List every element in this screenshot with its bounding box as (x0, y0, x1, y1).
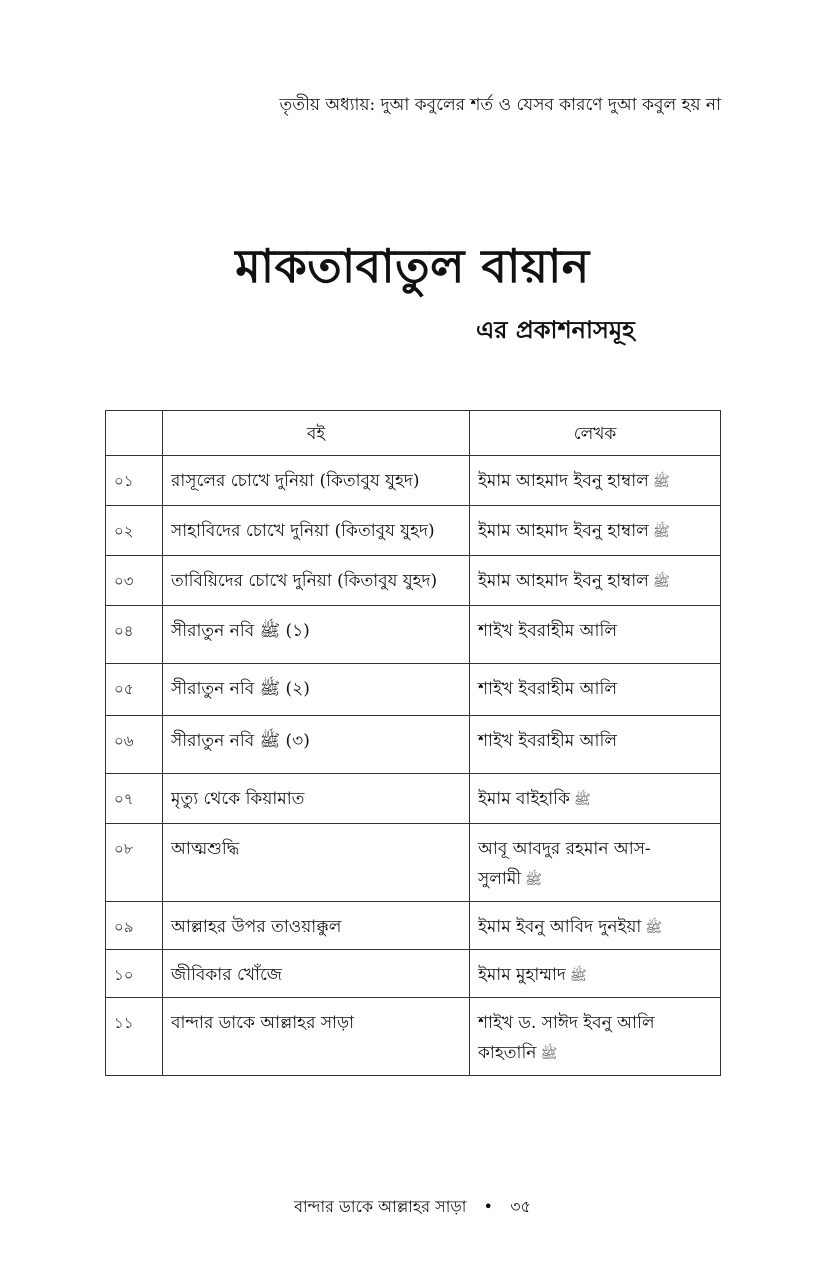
author-cell (470, 606, 721, 664)
honorific-glyph: ﷺ (525, 872, 543, 888)
page-footer (0, 1194, 825, 1221)
honorific-glyph: ﷺ (652, 524, 670, 540)
author-name: শাইখ ইবরাহীম আলি (478, 679, 617, 699)
book-title-cell: আত্মশুদ্ধি (163, 824, 470, 902)
table-row (106, 902, 721, 950)
table-row (106, 456, 721, 506)
author-name: ইমাম আহমাদ ইবনু হাম্বাল (478, 471, 649, 491)
author-name: ইমাম আহমাদ ইবনু হাম্বাল (478, 521, 649, 541)
table-row (106, 950, 721, 998)
honorific-glyph: ﷺ (652, 574, 670, 590)
publications-table (105, 410, 721, 1076)
author-cell (470, 506, 721, 556)
honorific-glyph: ﷺ (540, 1046, 558, 1062)
book-title-cell: সীরাতুন নবি ﷺ (১) (163, 606, 470, 664)
author-name: ইমাম মুহাম্মাদ (478, 965, 566, 985)
table-row (106, 716, 721, 774)
row-number: ০২ (106, 506, 163, 556)
footer-book-title: বান্দার ডাকে আল্লাহর সাড়া (294, 1197, 467, 1216)
book-title-cell: বান্দার ডাকে আল্লাহর সাড়া (163, 998, 470, 1076)
row-number: ০৬ (106, 716, 163, 774)
footer-separator: • (483, 1197, 493, 1216)
author-name: শাইখ ইবরাহীম আলি (478, 731, 617, 751)
book-title-cell: জীবিকার খোঁজে (163, 950, 470, 998)
table-header-row (106, 411, 721, 456)
author-cell (470, 998, 721, 1076)
author-name: শাইখ ইবরাহীম আলি (478, 621, 617, 641)
author-cell (470, 902, 721, 950)
author-cell (470, 664, 721, 716)
honorific-glyph: ﷺ (573, 792, 591, 808)
row-number: ০৭ (106, 774, 163, 824)
book-title-cell: মৃত্যু থেকে কিয়ামাত (163, 774, 470, 824)
table-row (106, 998, 721, 1076)
book-title-cell: সীরাতুন নবি ﷺ (২) (163, 664, 470, 716)
honorific-glyph: ﷺ (569, 968, 587, 984)
author-cell (470, 824, 721, 902)
header-book: বই (163, 411, 470, 456)
book-title-cell: আল্লাহর উপর তাওয়াক্কুল (163, 902, 470, 950)
table-row (106, 506, 721, 556)
row-number: ০৯ (106, 902, 163, 950)
table-row (106, 606, 721, 664)
row-number: ১১ (106, 998, 163, 1076)
honorific-glyph: ﷺ (645, 920, 663, 936)
header-number (106, 411, 163, 456)
table-row (106, 664, 721, 716)
page-title: মাকতাবাতুল বায়ান (235, 239, 590, 293)
row-number: ০৩ (106, 556, 163, 606)
author-name: ইমাম বাইহাকি (478, 789, 570, 809)
author-cell (470, 774, 721, 824)
table-body (106, 456, 721, 1076)
author-cell (470, 556, 721, 606)
header-author: লেখক (470, 411, 721, 456)
author-cell (470, 456, 721, 506)
page-subtitle: এর প্রকাশনাসমূহ (476, 316, 635, 344)
author-name: আবূ আবদুর রহমান আস-সুলামী (478, 839, 651, 889)
author-cell (470, 950, 721, 998)
row-number: ০৪ (106, 606, 163, 664)
book-title-cell: রাসূলের চোখে দুনিয়া (কিতাবুয যুহদ) (163, 456, 470, 506)
table-row (106, 824, 721, 902)
book-title-cell: তাবিয়িদের চোখে দুনিয়া (কিতাবুয যুহদ) (163, 556, 470, 606)
author-name: ইমাম ইবনু আবিদ দুনইয়া (478, 917, 642, 937)
row-number: ০৫ (106, 664, 163, 716)
author-cell (470, 716, 721, 774)
row-number: ০৮ (106, 824, 163, 902)
book-title-cell: সাহাবিদের চোখে দুনিয়া (কিতাবুয যুহদ) (163, 506, 470, 556)
author-name: ইমাম আহমাদ ইবনু হাম্বাল (478, 571, 649, 591)
footer-page-number: ৩৫ (510, 1197, 531, 1216)
running-header: তৃতীয় অধ্যায়: দুআ কবুলের শর্ত ও যেসব কারণে দুআ কবুল হয় না (279, 95, 721, 115)
row-number: ০১ (106, 456, 163, 506)
author-name: শাইখ ড. সাঈদ ইবনু আলি কাহতানি (478, 1013, 655, 1063)
table-row (106, 556, 721, 606)
honorific-glyph: ﷺ (652, 474, 670, 490)
book-title-cell: সীরাতুন নবি ﷺ (৩) (163, 716, 470, 774)
row-number: ১০ (106, 950, 163, 998)
table-row (106, 774, 721, 824)
